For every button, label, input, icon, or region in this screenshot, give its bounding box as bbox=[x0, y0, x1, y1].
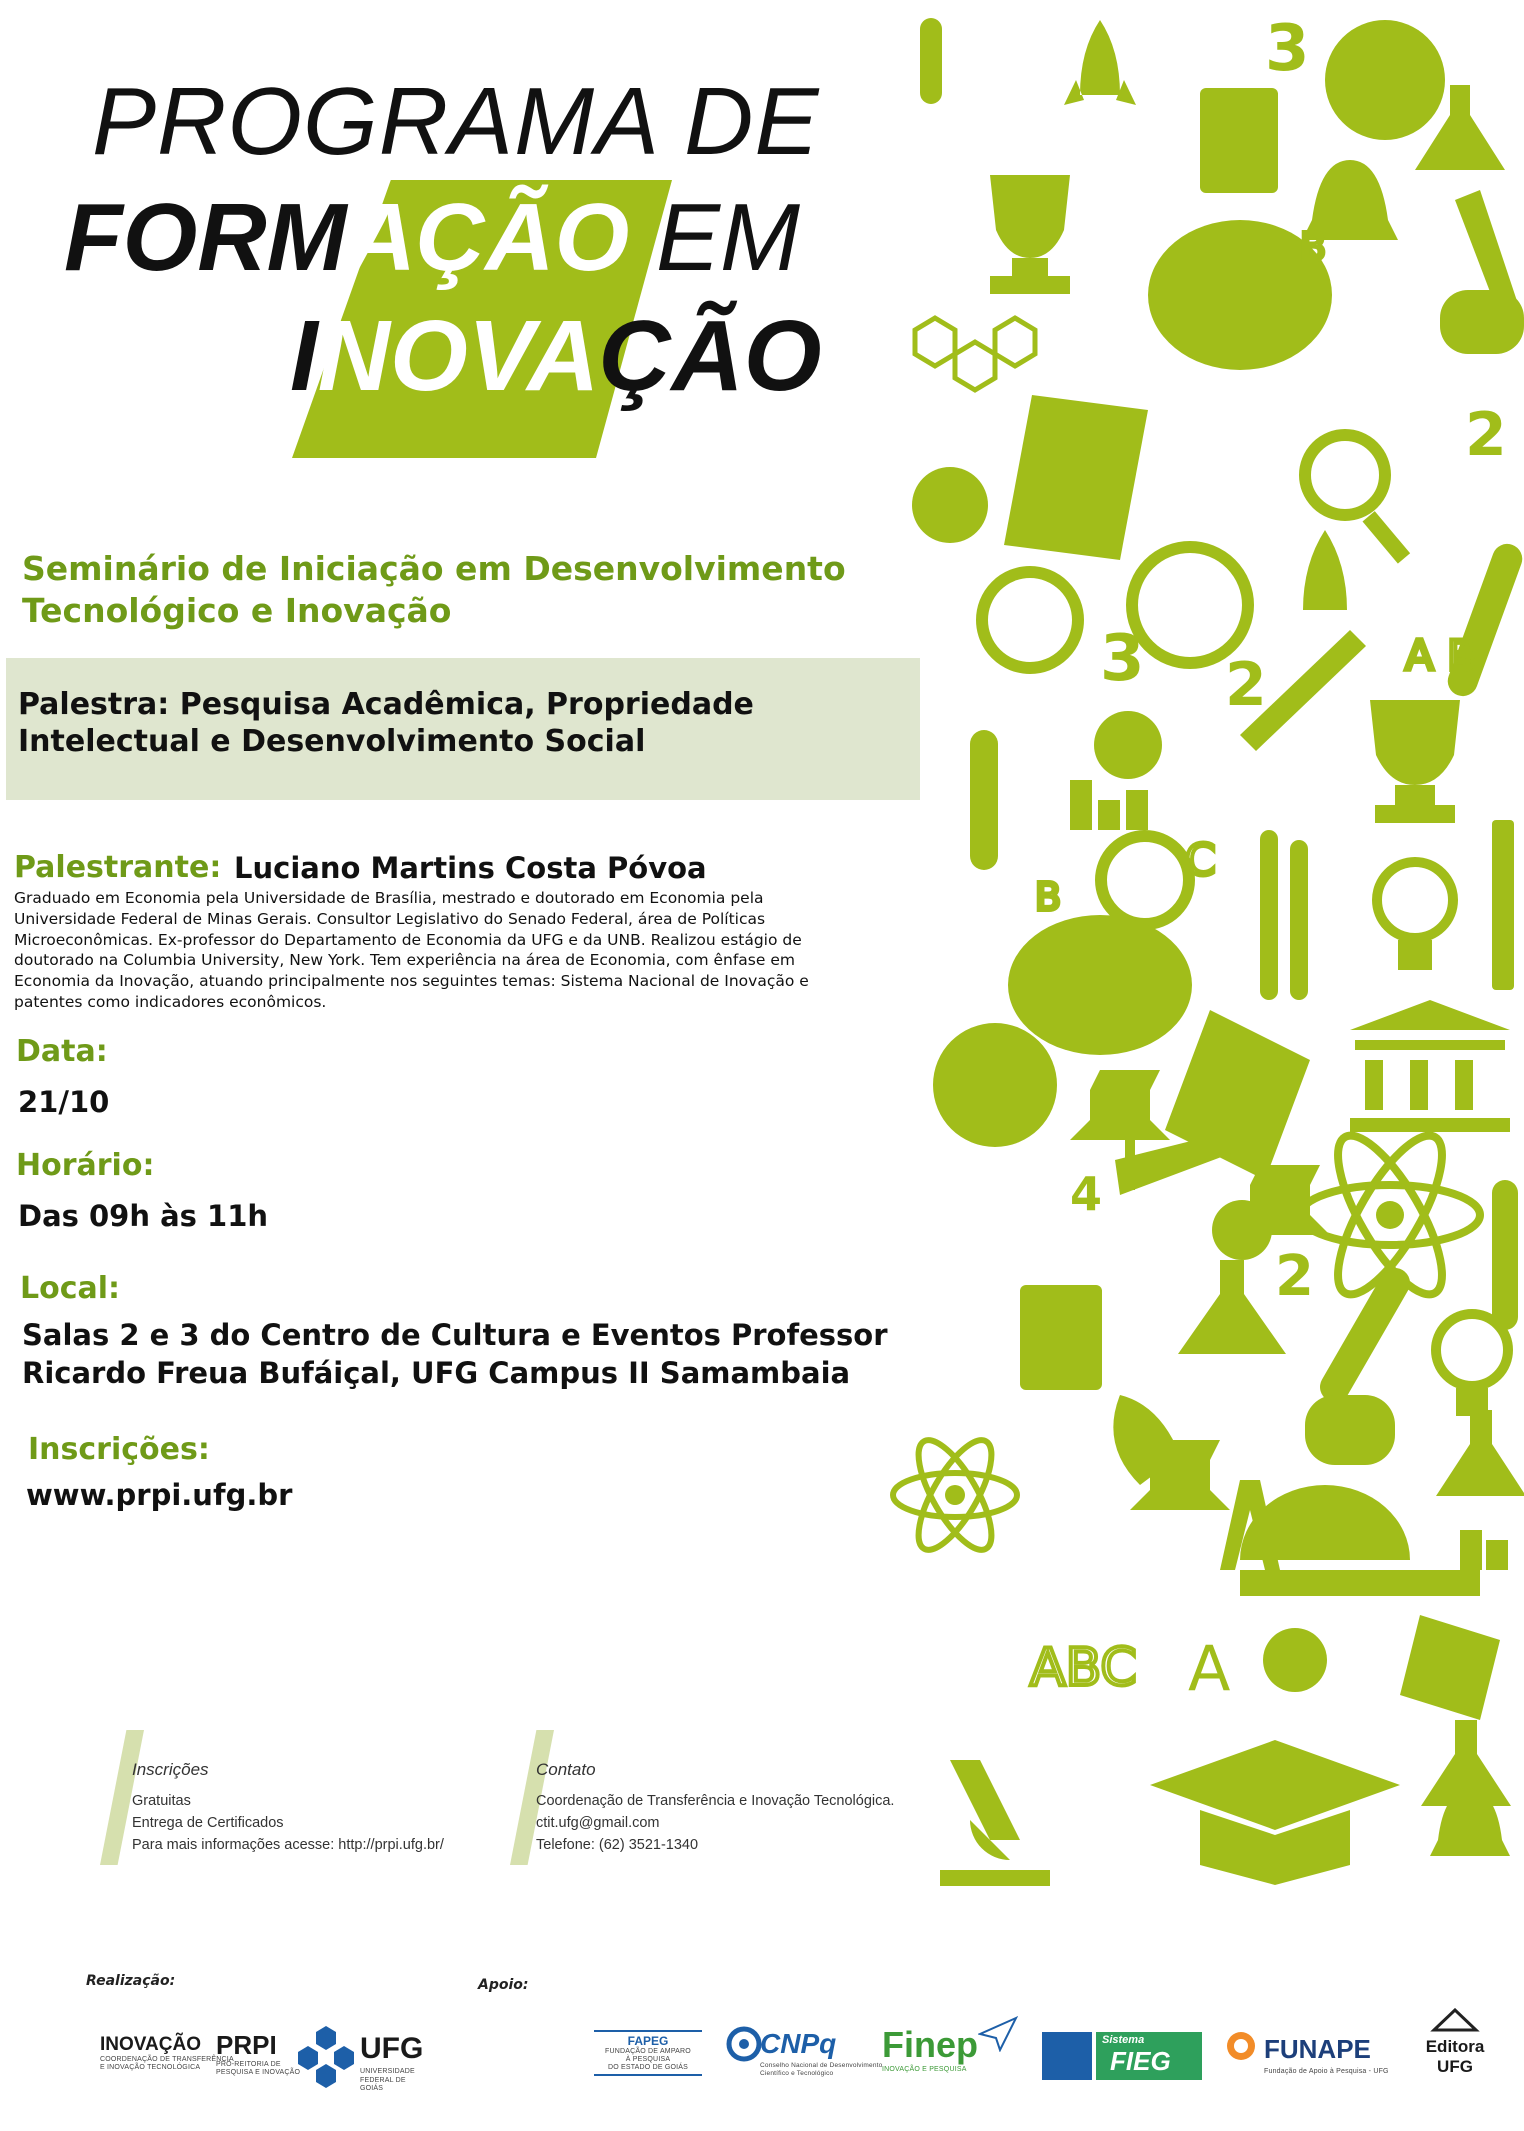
molecule-icon bbox=[915, 318, 1035, 390]
magnifier-icon bbox=[1305, 435, 1385, 515]
apple-icon bbox=[912, 467, 988, 543]
trophy-icon bbox=[990, 175, 1070, 294]
ruler-icon bbox=[1240, 1570, 1480, 1596]
finep-logo: Finep INOVAÇÃO E PESQUISA bbox=[882, 2024, 1022, 2074]
ufg-logo: UFG UNIVERSIDADE FEDERAL DE GOIÁS bbox=[296, 2024, 426, 2094]
globe-icon bbox=[1325, 20, 1445, 140]
info-contact-lines bbox=[536, 1790, 894, 1856]
info-line: Gratuitas bbox=[132, 1793, 191, 1809]
test-tube-icon bbox=[1315, 1263, 1416, 1408]
flask-icon bbox=[1436, 1410, 1524, 1496]
cnpq-symbol-icon bbox=[726, 2026, 762, 2062]
realizacao-label: Realização: bbox=[86, 1973, 176, 1989]
art-letter: 2 bbox=[1465, 400, 1507, 470]
chat-bubble-icon bbox=[1305, 1395, 1395, 1465]
title-line-3: INOVAÇÃO bbox=[290, 300, 822, 412]
inovacao-logo: INOVAÇÃO COORDENAÇÃO DE TRANSFERÊNCIA E INOVAÇÃO TECNOLÓGICA bbox=[100, 2034, 234, 2071]
editora-ufg-logo: Editora UFG bbox=[1420, 2008, 1490, 2077]
art-letter: 2 bbox=[1225, 650, 1267, 720]
microscope-icon bbox=[940, 1760, 1050, 1886]
trophy-icon bbox=[1370, 700, 1460, 823]
date-label: Data: bbox=[16, 1034, 108, 1069]
notepad-icon bbox=[1400, 1615, 1500, 1720]
ufg-hexagon-icon bbox=[296, 2024, 356, 2090]
title-line-1: PROGRAMA DE bbox=[92, 68, 820, 175]
rocket-icon bbox=[1303, 530, 1347, 610]
bar-chart-icon bbox=[1070, 780, 1092, 830]
date-value: 21/10 bbox=[18, 1085, 110, 1119]
graduation-cap-icon bbox=[1150, 1740, 1400, 1885]
bar-chart-icon bbox=[1460, 1530, 1482, 1570]
education-icons-illustration bbox=[880, 0, 1524, 2131]
info-registration-heading: Inscrições bbox=[132, 1760, 209, 1779]
bank-building-icon bbox=[1350, 1000, 1510, 1132]
calculator-icon bbox=[1020, 1285, 1102, 1390]
clock-icon bbox=[1132, 547, 1248, 663]
art-letter: A B bbox=[1405, 631, 1476, 680]
registration-label: Inscrições: bbox=[28, 1432, 210, 1467]
magnifier-icon bbox=[1101, 836, 1189, 924]
info-registration-lines bbox=[132, 1790, 444, 1856]
globe-icon bbox=[933, 1023, 1057, 1147]
art-letter: 2 bbox=[1275, 1244, 1314, 1309]
fapeg-logo: FAPEG FUNDAÇÃO DE AMPARO À PESQUISA DO ESTADO DE GOIÁS bbox=[594, 2030, 702, 2076]
calculator-icon bbox=[1200, 88, 1278, 193]
info-line: Coordenação de Transferência e Inovação Tecnológica. bbox=[536, 1793, 895, 1809]
speaker-name: Luciano Martins Costa Póvoa bbox=[234, 851, 707, 885]
art-letter: 3 bbox=[1100, 622, 1145, 696]
info-contact-heading: Contato bbox=[536, 1760, 596, 1779]
art-letter: ABC bbox=[1030, 1638, 1137, 1698]
art-letter: B bbox=[1300, 225, 1327, 269]
apple-icon bbox=[1263, 1628, 1327, 1692]
time-value: Das 09h às 11h bbox=[18, 1199, 269, 1233]
art-letter: C bbox=[1185, 835, 1216, 886]
title-line-2: FORMAÇÃO EM bbox=[64, 184, 800, 291]
contact-email[interactable]: ctit.ufg@gmail.com bbox=[536, 1815, 660, 1831]
art-letter: A bbox=[1188, 1632, 1231, 1705]
contact-phone: Telefone: (62) 3521-1340 bbox=[536, 1837, 699, 1853]
flask-icon bbox=[1178, 1260, 1286, 1354]
brush-icon bbox=[1260, 830, 1278, 1000]
time-label: Horário: bbox=[16, 1148, 155, 1183]
document-icon bbox=[1004, 395, 1148, 560]
test-tube-icon bbox=[920, 18, 942, 104]
protractor-icon bbox=[1240, 1485, 1410, 1560]
fieg-logo: Sistema FIEG bbox=[1042, 2032, 1202, 2080]
palette-icon bbox=[1008, 915, 1192, 1055]
art-letter: B bbox=[1035, 875, 1062, 919]
location-label: Local: bbox=[20, 1271, 121, 1306]
lightbulb-icon bbox=[1377, 862, 1453, 938]
prpi-logo: PRPI PRÓ-REITORIA DE PESQUISA E INOVAÇÃO bbox=[216, 2030, 301, 2076]
speaker-bio: Graduado em Economia pela Universidade de Brasília, mestrado e doutorado em Economia pela Universidade Federal de Minas Gerais. Consultor Legislativo do Senado Federal, área de Políticas Microeconômicas. Ex-professor do Departamento de Economia da UFG e da UNB. Realizou estágio de doutorado na Columbia University, New York. Tem experiência na área de Economia, com ênfase em Economia da Inovação, atuando principalmente nos seguintes temas: Sistema Nacional de Inovação e patentes como indicadores econômicos. bbox=[14, 889, 809, 1011]
test-tube-icon bbox=[1492, 1180, 1518, 1330]
lightbulb-icon bbox=[1436, 1314, 1508, 1386]
art-letter: 3 bbox=[1265, 12, 1310, 86]
apoio-label: Apoio: bbox=[478, 1977, 529, 1993]
registration-url[interactable]: www.prpi.ufg.br bbox=[26, 1478, 293, 1512]
info-line: Entrega de Certificados bbox=[132, 1815, 284, 1831]
magnifier-icon bbox=[982, 572, 1078, 668]
chat-bubble-icon bbox=[1440, 290, 1524, 354]
rocket-icon bbox=[1064, 20, 1136, 105]
speaker-label: Palestrante: bbox=[14, 850, 222, 885]
apple-icon bbox=[1094, 711, 1162, 779]
test-tube-icon bbox=[970, 730, 998, 870]
pencil-icon bbox=[1492, 820, 1514, 990]
location-value: Salas 2 e 3 do Centro de Cultura e Eventos Professor Ricardo Freua Bufáiçal, UFG Campus II Samambaia bbox=[22, 1318, 888, 1390]
palestra-title: Palestra: Pesquisa Acadêmica, Propriedade Intelectual e Desenvolvimento Social bbox=[18, 687, 754, 759]
info-link[interactable]: Para mais informações acesse: http://prpi.ufg.br/ bbox=[132, 1837, 444, 1853]
seminar-title: Seminário de Iniciação em Desenvolvimento Tecnológico e Inovação bbox=[22, 549, 846, 630]
art-letter: 4 bbox=[1070, 1167, 1103, 1221]
